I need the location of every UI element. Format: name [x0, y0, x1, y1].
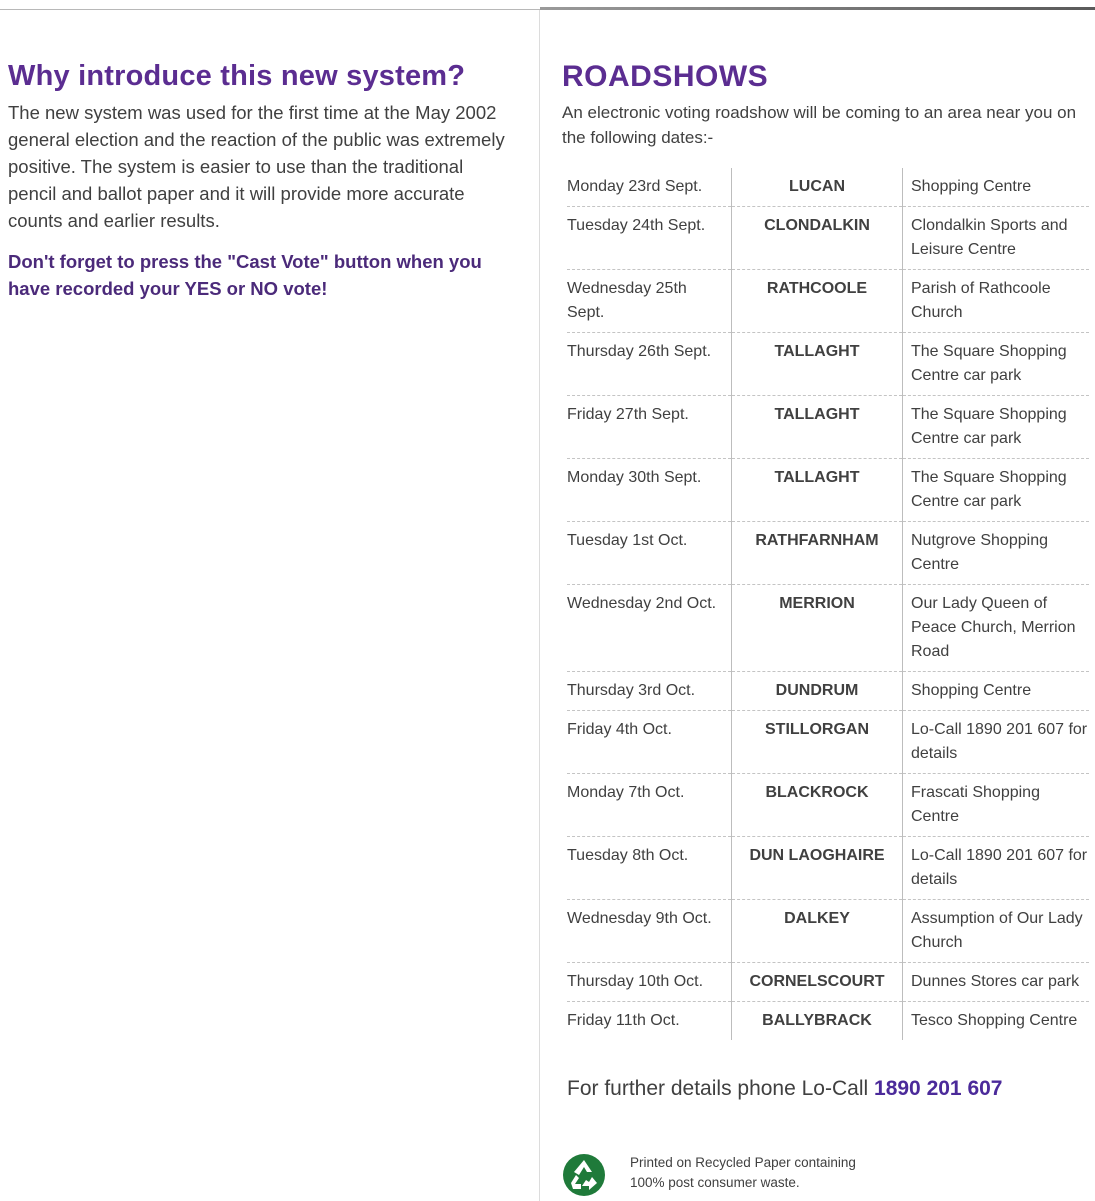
roadshow-date: Wednesday 2nd Oct. — [567, 585, 732, 672]
why-body: The new system was used for the first time at the May 2002 general election and the reaction of the public was extremely positive. The system is easier to use than the traditional pencil and ballot paper and it will provide more accurate counts and earlier results. — [8, 102, 505, 231]
roadshow-row — [567, 774, 1089, 837]
recycled-paper-note — [630, 1153, 856, 1193]
top-rule-right — [540, 7, 1095, 10]
roadshow-venue: Shopping Centre — [903, 672, 1090, 711]
roadshow-row — [567, 963, 1089, 1002]
roadshow-venue: The Square Shopping Centre car park — [903, 333, 1090, 396]
roadshow-area: TALLAGHT — [732, 396, 903, 459]
roadshow-area: RATHCOOLE — [732, 270, 903, 333]
roadshow-venue: The Square Shopping Centre car park — [903, 396, 1090, 459]
roadshow-date: Tuesday 24th Sept. — [567, 207, 732, 270]
roadshow-venue: Parish of Rathcoole Church — [903, 270, 1090, 333]
roadshow-row — [567, 585, 1089, 672]
roadshow-venue: Lo-Call 1890 201 607 for details — [903, 711, 1090, 774]
roadshow-date: Monday 30th Sept. — [567, 459, 732, 522]
roadshow-venue: Dunnes Stores car park — [903, 963, 1090, 1002]
roadshow-area: CORNELSCOURT — [732, 963, 903, 1002]
roadshow-date: Friday 27th Sept. — [567, 396, 732, 459]
roadshows-title: ROADSHOWS — [562, 60, 769, 93]
roadshow-venue: Nutgrove Shopping Centre — [903, 522, 1090, 585]
printed-line-2: 100% post consumer waste. — [630, 1175, 800, 1190]
roadshow-area: CLONDALKIN — [732, 207, 903, 270]
contact-number: 1890 201 607 — [874, 1077, 1003, 1100]
roadshow-venue: The Square Shopping Centre car park — [903, 459, 1090, 522]
roadshows-section — [562, 60, 1095, 150]
roadshow-date: Thursday 26th Sept. — [567, 333, 732, 396]
roadshow-date: Monday 23rd Sept. — [567, 168, 732, 207]
roadshow-area: DALKEY — [732, 900, 903, 963]
roadshow-area: BALLYBRACK — [732, 1002, 903, 1041]
roadshow-area: STILLORGAN — [732, 711, 903, 774]
page-fold — [539, 10, 540, 1201]
roadshow-area: TALLAGHT — [732, 333, 903, 396]
roadshow-date: Monday 7th Oct. — [567, 774, 732, 837]
roadshow-area: MERRION — [732, 585, 903, 672]
roadshow-venue: Frascati Shopping Centre — [903, 774, 1090, 837]
roadshow-venue: Clondalkin Sports and Leisure Centre — [903, 207, 1090, 270]
roadshow-date: Friday 11th Oct. — [567, 1012, 680, 1029]
roadshow-date: Wednesday 25th Sept. — [567, 270, 732, 333]
roadshow-date: Tuesday 8th Oct. — [567, 837, 732, 900]
roadshow-area: RATHFARNHAM — [732, 522, 903, 585]
printed-line-1: Printed on Recycled Paper containing — [630, 1155, 856, 1170]
roadshow-venue: Shopping Centre — [903, 168, 1090, 207]
roadshow-row — [567, 207, 1089, 270]
roadshow-row — [567, 837, 1089, 900]
roadshow-row — [567, 459, 1089, 522]
roadshow-venue: Lo-Call 1890 201 607 for details — [903, 837, 1090, 900]
roadshow-area: LUCAN — [732, 168, 903, 207]
roadshow-area: DUNDRUM — [732, 672, 903, 711]
why-title: Why introduce this new system? — [8, 60, 466, 92]
roadshow-row — [567, 672, 1089, 711]
roadshow-date: Tuesday 1st Oct. — [567, 522, 732, 585]
recycle-icon — [562, 1153, 606, 1197]
why-section — [8, 60, 508, 302]
top-rule-left — [0, 9, 540, 10]
roadshow-area: TALLAGHT — [732, 459, 903, 522]
roadshow-venue: Assumption of Our Lady Church — [903, 900, 1090, 963]
roadshow-venue: Tesco Shopping Centre — [911, 1012, 1078, 1029]
roadshow-row — [567, 168, 1089, 207]
cast-vote-reminder: Don't forget to press the "Cast Vote" button when you have recorded your YES or NO vote! — [8, 251, 482, 299]
roadshow-date: Friday 4th Oct. — [567, 711, 732, 774]
roadshow-venue: Our Lady Queen of Peace Church, Merrion Road — [903, 585, 1090, 672]
roadshow-schedule-table — [567, 168, 1089, 1040]
roadshow-row — [567, 333, 1089, 396]
roadshows-intro: An electronic voting roadshow will be coming to an area near you on the following dates:- — [562, 103, 1077, 147]
roadshow-date: Thursday 10th Oct. — [567, 963, 732, 1002]
roadshow-area: BLACKROCK — [732, 774, 903, 837]
roadshow-date: Wednesday 9th Oct. — [567, 900, 732, 963]
roadshow-date: Thursday 3rd Oct. — [567, 672, 732, 711]
roadshow-row — [567, 711, 1089, 774]
roadshow-row — [567, 1002, 1089, 1041]
roadshow-row — [567, 396, 1089, 459]
contact-prefix: For further details phone Lo-Call — [567, 1077, 869, 1100]
roadshow-area: DUN LAOGHAIRE — [732, 837, 903, 900]
roadshow-row — [567, 900, 1089, 963]
contact-line — [567, 1077, 1002, 1101]
roadshow-row — [567, 522, 1089, 585]
roadshow-row — [567, 270, 1089, 333]
